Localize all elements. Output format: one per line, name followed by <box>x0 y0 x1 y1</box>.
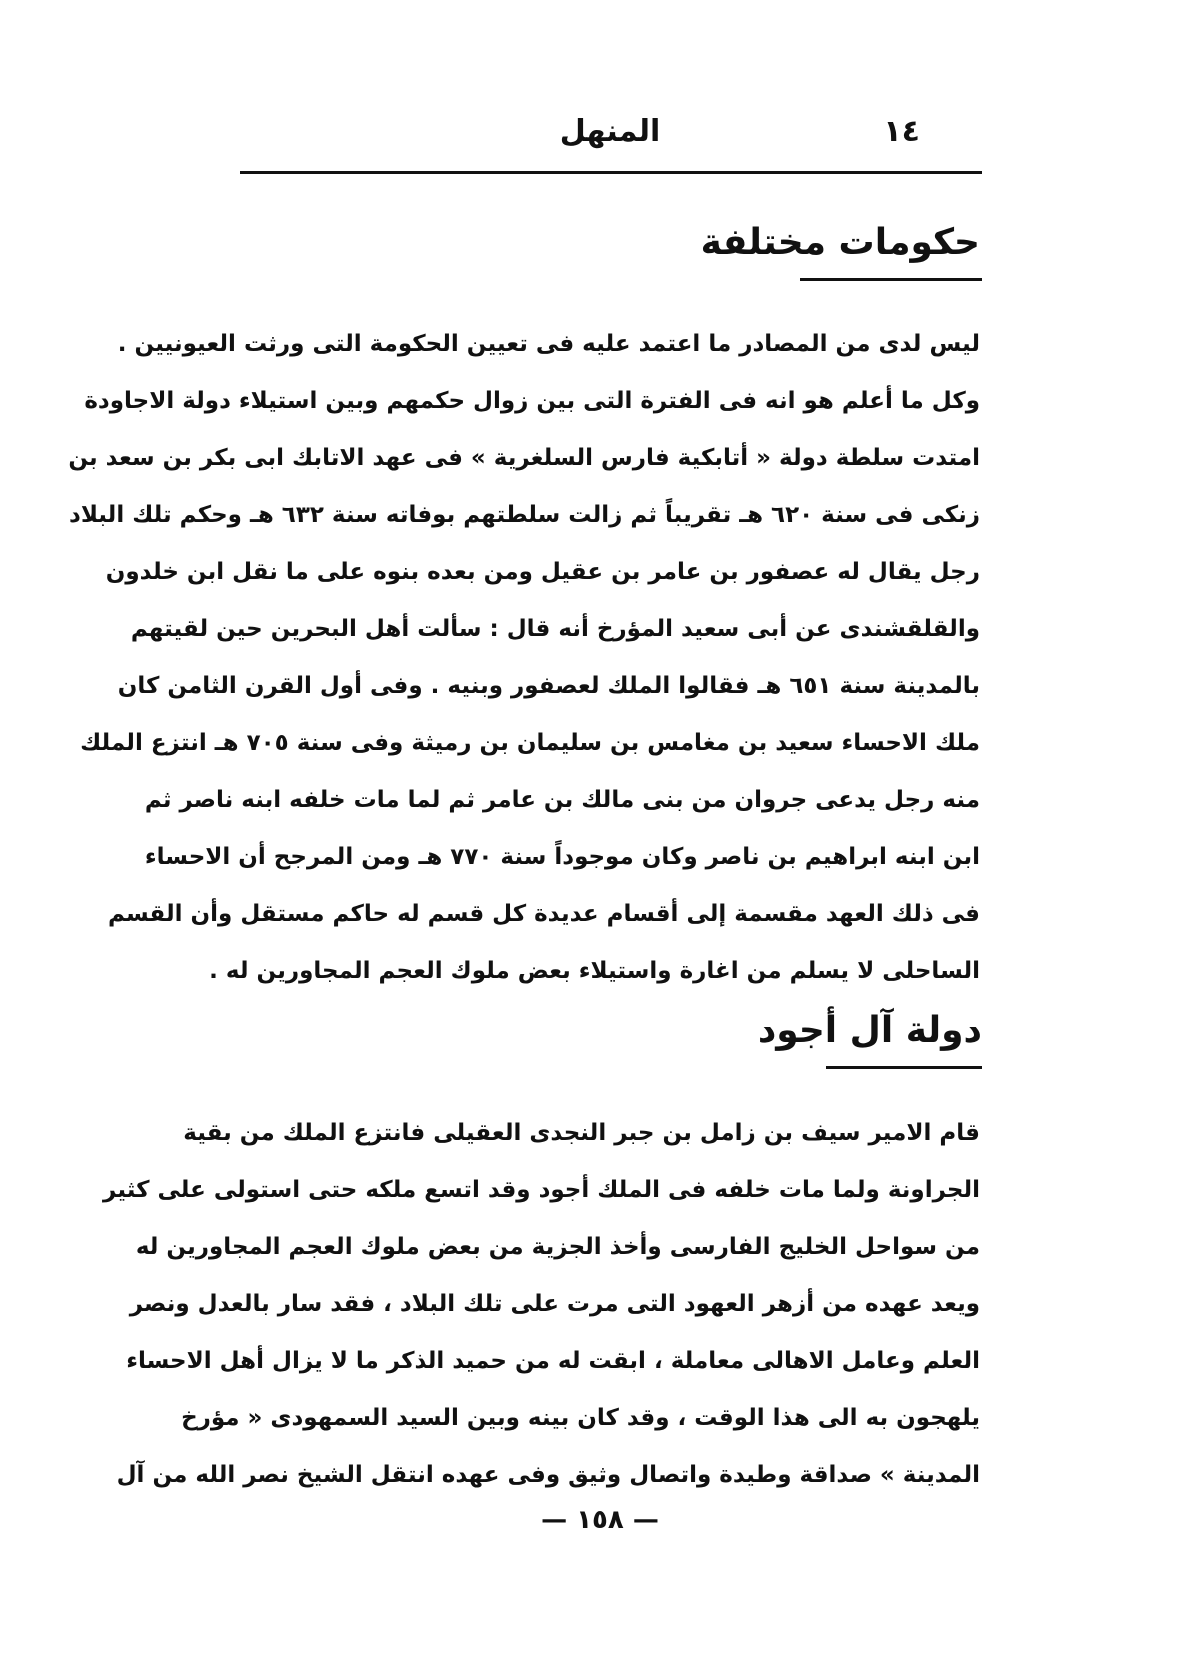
text-line: المدينة » صداقة وطيدة واتصال وثيق وفى عهده انتقل الشيخ نصر الله من آل <box>116 1462 980 1488</box>
running-title: المنهل <box>559 114 661 149</box>
text-line: ابن ابنه ابراهيم بن ناصر وكان موجوداً سنة ٧٧٠ هـ ومن المرجح أن الاحساء <box>144 844 980 870</box>
paragraph <box>103 1105 980 1504</box>
text-line: وكل ما أعلم هو انه فى الفترة التى بين زوال حكمهم وبين استيلاء دولة الاجاودة <box>84 388 980 414</box>
header-page-number: ١٤ <box>883 114 920 149</box>
section-heading: دولة آل أجود <box>757 1010 982 1051</box>
text-line: من سواحل الخليج الفارسى وأخذ الجزية من بعض ملوك العجم المجاورين له <box>135 1234 980 1260</box>
text-line: والقلقشندى عن أبى سعيد المؤرخ أنه قال : سألت أهل البحرين حين لقيتهم <box>130 616 980 642</box>
text-line: زنكى فى سنة ٦٢٠ هـ تقريباً ثم زالت سلطتهم بوفاته سنة ٦٣٢ هـ وحكم تلك البلاد <box>69 502 980 528</box>
text-line: ويعد عهده من أزهر العهود التى مرت على تلك البلاد ، فقد سار بالعدل ونصر <box>129 1291 980 1317</box>
text-line: ليس لدى من المصادر ما اعتمد عليه فى تعيين الحكومة التى ورثت العيونيين . <box>117 331 980 357</box>
text-line: الساحلى لا يسلم من اغارة واستيلاء بعض ملوك العجم المجاورين له . <box>209 958 980 984</box>
text-line: رجل يقال له عصفور بن عامر بن عقيل ومن بعده بنوه على ما نقل ابن خلدون <box>105 559 980 585</box>
footer-page-number: — ١٥٨ — <box>541 1505 659 1535</box>
page-header <box>240 108 980 158</box>
text-line: الجراونة ولما مات خلفه فى الملك أجود وقد اتسع ملكه حتى استولى على كثير <box>103 1177 980 1203</box>
text-line: امتدت سلطة دولة « أتابكية فارس السلغرية » فى عهد الاتابك ابى بكر بن سعد بن <box>68 445 980 471</box>
heading-underline <box>800 278 982 281</box>
text-line: العلم وعامل الاهالى معاملة ، ابقت له من حميد الذكر ما لا يزال أهل الاحساء <box>126 1348 980 1374</box>
text-line: قام الامير سيف بن زامل بن جبر النجدى العقيلى فانتزع الملك من بقية <box>183 1120 980 1146</box>
text-line: منه رجل يدعى جروان من بنى مالك بن عامر ثم لما مات خلفه ابنه ناصر ثم <box>144 787 980 813</box>
text-line: يلهجون به الى هذا الوقت ، وقد كان بينه وبين السيد السمهودى « مؤرخ <box>181 1405 980 1431</box>
section-heading: حكومات مختلفة <box>700 222 980 263</box>
text-line: ملك الاحساء سعيد بن مغامس بن سليمان بن رميثة وفى سنة ٧٠٥ هـ انتزع الملك <box>80 730 980 756</box>
header-rule <box>240 171 982 174</box>
text-line: بالمدينة سنة ٦٥١ هـ فقالوا الملك لعصفور وبنيه . وفى أول القرن الثامن كان <box>117 673 980 699</box>
text-line: فى ذلك العهد مقسمة إلى أقسام عديدة كل قسم له حاكم مستقل وأن القسم <box>107 901 980 927</box>
paragraph <box>68 316 980 1000</box>
heading-underline <box>826 1066 982 1069</box>
